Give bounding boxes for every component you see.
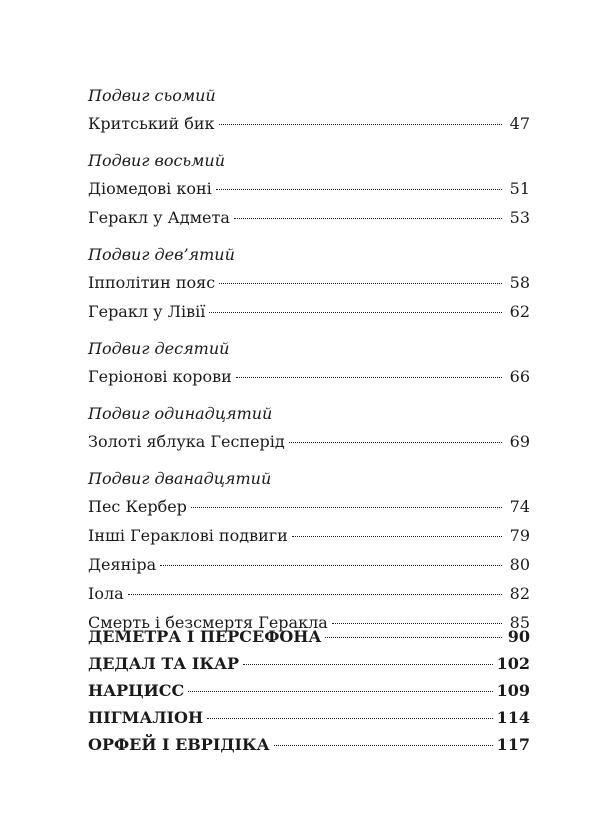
entry-page: 80 [509,555,530,574]
dot-leader [160,565,502,566]
toc-entry[interactable] [88,177,530,200]
toc-entry[interactable] [88,582,530,605]
dot-leader [243,664,493,665]
toc-entry[interactable] [88,300,530,323]
entry-page: 102 [496,654,530,673]
entry-page: 82 [509,584,530,603]
dot-leader [219,124,502,125]
toc-group-7 [88,84,530,135]
group-title: Подвиг восьмий [88,151,226,170]
entry-label: Геракл у Лівії [88,302,206,321]
toc-main-entry[interactable] [88,733,530,756]
toc-entry[interactable] [88,553,530,576]
dot-leader [191,507,502,508]
group-title: Подвиг одинадцятий [88,404,273,423]
entry-label: Геракл у Адмета [88,208,230,227]
entry-label: Інші Гераклові подвиги [88,526,288,545]
entry-page: 114 [496,708,530,727]
entry-label: Геріонові корови [88,367,232,386]
dot-leader [128,594,502,595]
entry-page: 51 [509,179,530,198]
dot-leader [207,718,493,719]
entry-label: Пес Кербер [88,497,187,516]
entry-label: НАРЦИСС [88,681,185,700]
dot-leader [234,218,502,219]
entry-page: 79 [509,526,530,545]
toc-entry[interactable] [88,495,530,518]
entry-label: Діомедові коні [88,179,212,198]
group-title: Подвиг сьомий [88,86,216,105]
entry-label: Критський бик [88,114,215,133]
toc-subsections [88,84,530,648]
toc-entry[interactable] [88,112,530,135]
entry-label: ДЕМЕТРА І ПЕРСЕФОНА [88,627,322,646]
group-title: Подвиг дев’ятий [88,245,235,264]
toc-main-entry[interactable] [88,652,530,675]
dot-leader [332,623,502,624]
toc-main-entry[interactable] [88,679,530,702]
dot-leader [236,377,502,378]
entry-page: 66 [509,367,530,386]
dot-leader [292,536,502,537]
toc-group-9 [88,243,530,323]
toc-main-chapters [88,625,530,760]
toc-group-11 [88,402,530,453]
entry-page: 53 [509,208,530,227]
entry-label: ПІГМАЛІОН [88,708,204,727]
toc-group-10 [88,337,530,388]
toc-group-12 [88,467,530,634]
entry-label: ОРФЕЙ І ЕВРІДІКА [88,735,270,754]
dot-leader [219,283,502,284]
entry-page: 117 [496,735,530,754]
dot-leader [209,312,502,313]
entry-page: 58 [509,273,530,292]
entry-page: 74 [509,497,530,516]
entry-page: 90 [507,627,530,646]
group-title: Подвиг дванадцятий [88,469,272,488]
group-title: Подвиг десятий [88,339,230,358]
toc-entry[interactable] [88,430,530,453]
dot-leader [216,189,502,190]
entry-label: Золоті яблука Гесперід [88,432,285,451]
dot-leader [325,637,502,638]
entry-label: Деяніра [88,555,157,574]
toc-entry[interactable] [88,206,530,229]
toc-entry[interactable] [88,365,530,388]
entry-page: 62 [509,302,530,321]
toc-entry[interactable] [88,524,530,547]
entry-page: 69 [509,432,530,451]
entry-label: ДЕДАЛ ТА ІКАР [88,654,240,673]
dot-leader [274,745,493,746]
entry-label: Іола [88,584,124,603]
toc-main-entry[interactable] [88,625,530,648]
dot-leader [188,691,492,692]
entry-page: 109 [496,681,530,700]
entry-label: Смерть і безсмертя Геракла [88,613,328,632]
dot-leader [289,442,502,443]
entry-label: Іпполітин пояс [88,273,216,292]
toc-main-entry[interactable] [88,706,530,729]
entry-page: 85 [509,613,530,632]
entry-page: 47 [509,114,530,133]
toc-entry[interactable] [88,271,530,294]
toc-group-8 [88,149,530,229]
